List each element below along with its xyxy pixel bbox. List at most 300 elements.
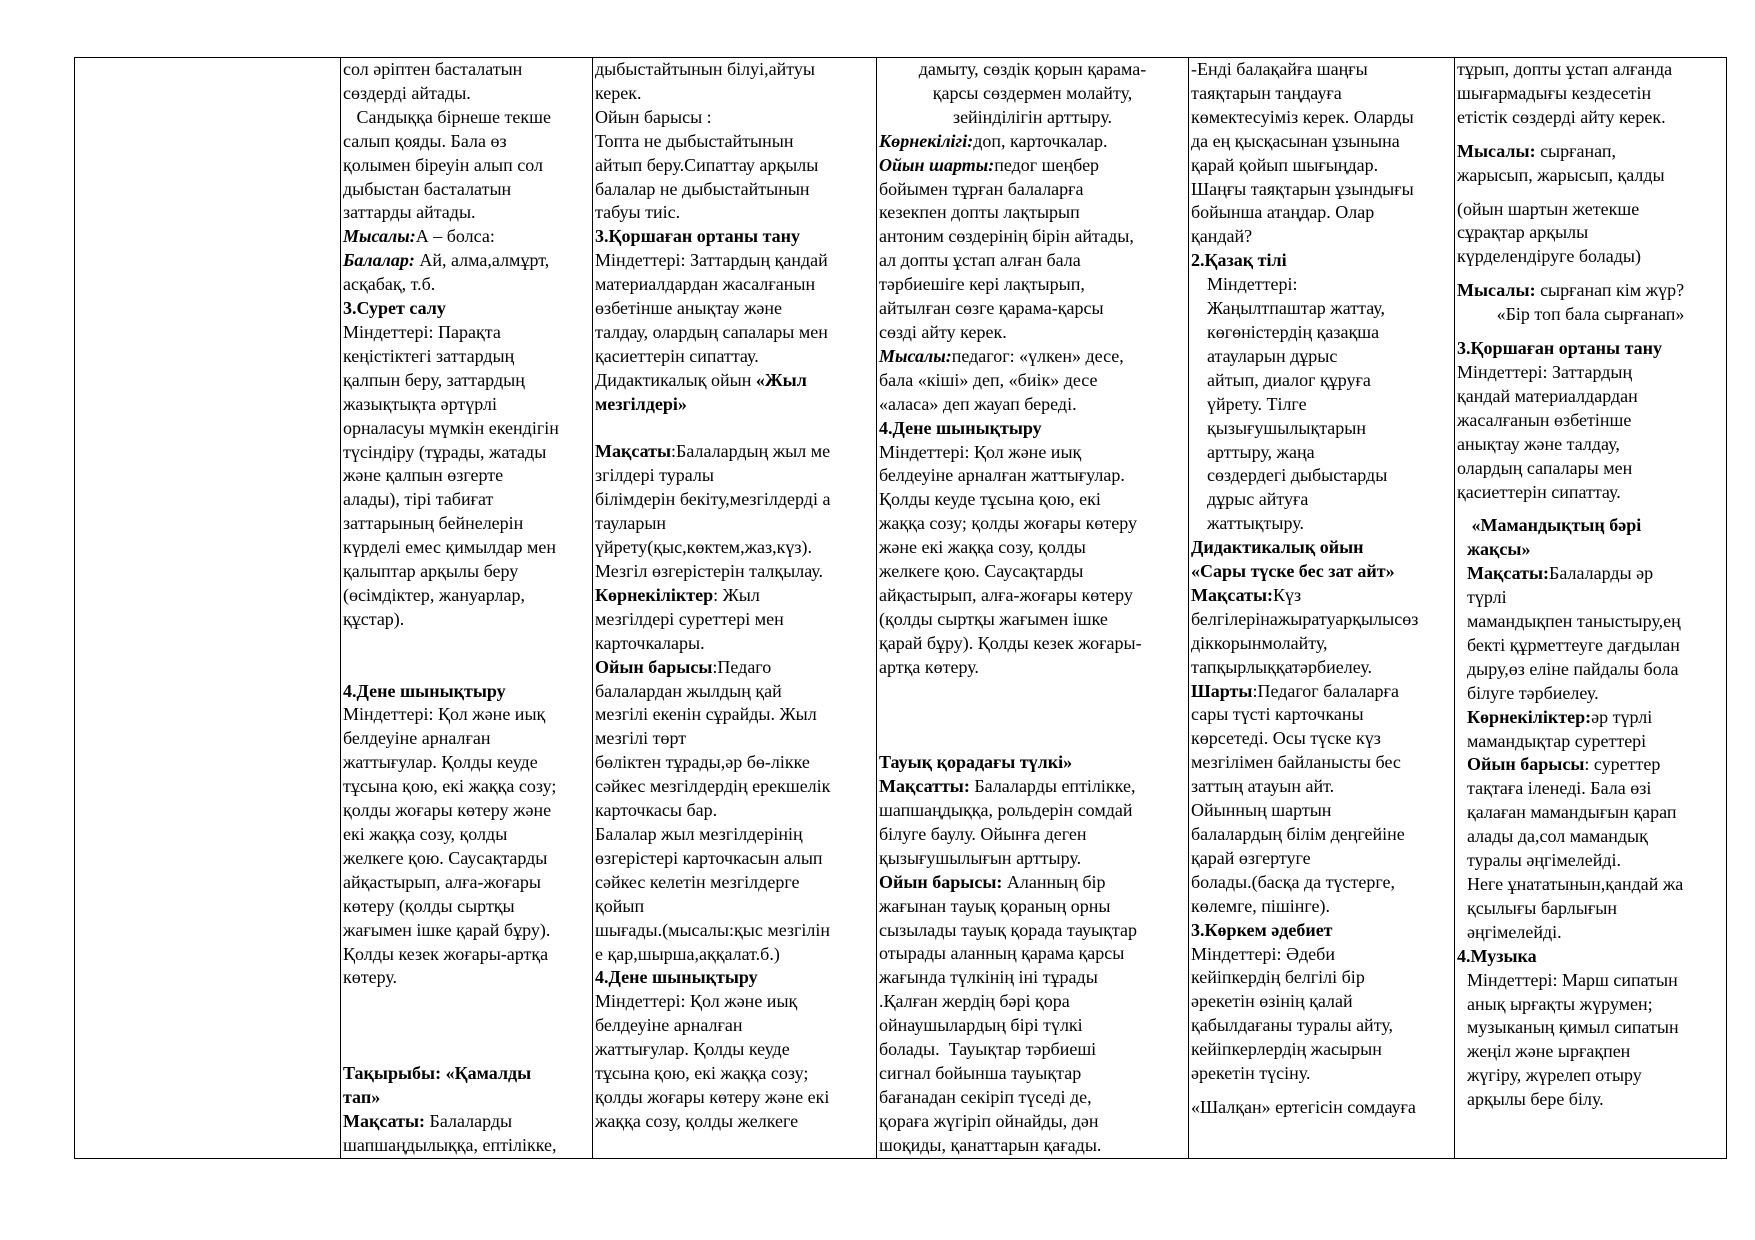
text-line [1191, 488, 1452, 512]
text-line [1191, 441, 1452, 465]
text-line [343, 847, 590, 871]
line-text: сәйкес мезгілдердің ерекшелік [595, 776, 831, 797]
text-line [343, 799, 590, 823]
line-text: сигнал бойынша тауықтар [879, 1063, 1082, 1084]
text-line [879, 895, 1186, 919]
text-line [1191, 178, 1452, 202]
text-line [595, 871, 874, 895]
line-text: арқылы бере білу. [1467, 1089, 1604, 1110]
line-text: бала «кіші» деп, «биік» десе [879, 369, 1098, 390]
text-line [1457, 945, 1724, 969]
text-line [1191, 512, 1452, 536]
text-line [595, 1110, 874, 1134]
text-line [1457, 586, 1724, 610]
text-line [1191, 943, 1452, 967]
text-line [595, 847, 874, 871]
text-line [343, 536, 590, 560]
line-text: жарысып, жарысып, қалды [1457, 164, 1665, 185]
text-line [343, 393, 590, 417]
text-line [343, 703, 590, 727]
text-line [1191, 130, 1452, 154]
line-text: жаққа созу; қолды жоғары көтеру [879, 513, 1137, 534]
text-line [595, 1014, 874, 1038]
text-line [595, 273, 874, 297]
line-text: балалардан жылдың қай [595, 680, 782, 701]
line-text: карточкалары. [595, 632, 705, 653]
text-line [879, 512, 1186, 536]
text-line [595, 154, 874, 178]
text-line [1191, 680, 1452, 704]
text-line [595, 106, 874, 130]
text-line [879, 1134, 1186, 1158]
text-line [343, 130, 590, 154]
bold-label: 3.Қоршаған ортаны тану [595, 226, 800, 247]
text-line [595, 990, 874, 1014]
line-text: етістік сөздерді айту керек. [1457, 106, 1666, 127]
text-line [343, 1038, 590, 1062]
text-line [595, 369, 874, 393]
line-text: айқастырып, алға-жоғары көтеру [879, 584, 1133, 605]
text-line [1191, 321, 1452, 345]
text-line [1457, 1016, 1724, 1040]
line-text: білімдерін бекіту,мезгілдерді а [595, 489, 831, 510]
line-text: әр түрлі [1591, 706, 1653, 727]
emphasis-label: Көрнекілігі: [879, 130, 974, 151]
bold-label: Дидактикалық ойын [1191, 537, 1364, 558]
line-text: тұсына қою, екі жаққа созу; [343, 776, 557, 797]
text-line [879, 560, 1186, 584]
line-text: антоним сөздерінің бірін айтады, [879, 226, 1134, 247]
line-text: үйрету(қыс,көктем,жаз,күз). [595, 537, 812, 558]
text-line [879, 608, 1186, 632]
line-text: көгөністердің қазақша [1207, 321, 1380, 342]
column-cell [1455, 58, 1727, 1159]
text-line [595, 464, 874, 488]
text-line [595, 393, 874, 417]
line-text: Міндеттері: Парақта [343, 321, 501, 342]
line-text: -Енді балақайға шаңғы [1191, 59, 1368, 79]
line-text: керек. [595, 82, 642, 103]
line-text: материалдардан жасалғанын [595, 274, 816, 295]
line-text: Ай, алма,алмұрт, [414, 250, 550, 271]
line-text: :Педаго [712, 656, 772, 677]
text-line [1457, 1064, 1724, 1088]
line-text: қсылығы барлығын [1467, 897, 1617, 918]
text-line [1191, 536, 1452, 560]
line-text: А – болса: [415, 226, 495, 247]
line-text: Міндеттері: Қол және иық [595, 991, 798, 1012]
line-text: қандай материалдардан [1457, 385, 1638, 406]
line-text: салып қояды. Бала өз [343, 130, 507, 151]
text-line [1191, 727, 1452, 751]
line-text: Шаңғы таяқтарын ұзындығы [1191, 178, 1414, 199]
text-line [1191, 417, 1452, 441]
line-text: балалардың білім деңгейіне [1191, 824, 1405, 844]
text-line [343, 990, 590, 1014]
text-line [595, 536, 874, 560]
line-text: қабылдағаны туралы айту, [1191, 1015, 1394, 1036]
text-line [595, 440, 874, 464]
text-line [1191, 966, 1452, 990]
text-line [879, 871, 1186, 895]
line-text: атауларын дұрыс [1207, 345, 1338, 366]
line-text: педог шеңбер [994, 154, 1100, 175]
text-line [879, 632, 1186, 656]
text-line [879, 751, 1186, 775]
text-line [343, 441, 590, 465]
line-text: таяқтарын таңдауға [1191, 82, 1342, 103]
bold-label: Көрнекіліктер [595, 584, 714, 605]
text-line [343, 178, 590, 202]
text-line [1457, 198, 1724, 222]
emphasis-label: Мысалы: [343, 226, 416, 247]
text-line [1457, 801, 1724, 825]
text-line [1457, 433, 1724, 457]
text-line [879, 82, 1186, 106]
line-text: қандай? [1191, 226, 1253, 247]
text-line [879, 225, 1186, 249]
line-text: ал допты ұстап алған бала [879, 250, 1081, 271]
line-text: Қолды кезек жоғары-артқа [343, 943, 549, 964]
line-text: кезекпен допты лақтырып [879, 202, 1080, 223]
text-line [1191, 847, 1452, 871]
bold-label: 2.Қазақ тілі [1191, 250, 1287, 271]
line-text: Міндеттері: Заттардың қандай [595, 250, 828, 271]
text-line [343, 1134, 590, 1158]
line-text: және екі жаққа созу, қолды [879, 537, 1086, 558]
line-text: айтылған сөзге қарама-қарсы [879, 298, 1104, 319]
line-text: кейіпкерлердің жасырын [1191, 1039, 1382, 1060]
line-text: асқабақ, т.б. [343, 274, 436, 295]
text-line [343, 632, 590, 656]
line-text: тауларын [595, 513, 667, 534]
text-line [1191, 632, 1452, 656]
line-text: Күз [1273, 584, 1302, 605]
text-line [1457, 337, 1724, 361]
line-text: туралы әңгімелейді. [1467, 850, 1622, 871]
line-text: желкеге қою. Саусақтарды [879, 561, 1084, 582]
line-text: сызылады тауық қорада тауықтар [879, 919, 1137, 940]
line-text: Балалар жыл мезгілдерінің [595, 823, 803, 844]
bold-label: 4.Дене шынықтыру [595, 967, 758, 988]
text-line [1457, 1040, 1724, 1064]
text-line [595, 1062, 874, 1086]
line-text: бөліктен тұрады,әр бө-лікке [595, 752, 810, 773]
line-text: «Бір топ бала сырғанап» [1496, 304, 1685, 325]
line-text: талдау, олардың сапалары мен [595, 321, 828, 342]
line-text: қасиеттерін сипаттау. [595, 345, 759, 366]
text-line [1457, 221, 1724, 245]
text-line [879, 727, 1186, 751]
text-line [879, 1038, 1186, 1062]
line-text: қызығушылығын арттыру. [879, 847, 1082, 868]
text-line [1457, 164, 1724, 188]
text-line [1457, 658, 1724, 682]
bold-label: 4.Дене шынықтыру [343, 680, 506, 701]
line-text: болады. Тауықтар тәрбиеші [879, 1039, 1097, 1060]
line-text: орналасуы мүмкін екендігін [343, 417, 559, 438]
line-text: көтеру. [343, 967, 398, 988]
line-text: Міндеттері: [1207, 274, 1298, 295]
bold-label: жақсы» [1467, 539, 1531, 560]
line-text: Топта не дыбыстайтынын [595, 130, 794, 151]
text-line [595, 225, 874, 249]
text-line [595, 249, 874, 273]
text-line [343, 919, 590, 943]
emphasis-label: Мысалы: [879, 345, 952, 366]
line-text: сол әріптен басталатын [343, 59, 523, 79]
text-line [1457, 457, 1724, 481]
line-text: жаттығулар. Қолды кеуде [595, 1039, 790, 1060]
emphasis-label: Балалар: [343, 250, 415, 271]
line-text: қарай бұру). Қолды кезек жоғары- [879, 632, 1142, 653]
text-line [1457, 538, 1724, 562]
text-line [343, 345, 590, 369]
text-line [1457, 562, 1724, 586]
text-line [879, 1086, 1186, 1110]
column-cell [877, 58, 1189, 1159]
text-line [1191, 895, 1452, 919]
text-line [1191, 799, 1452, 823]
text-line [879, 680, 1186, 704]
text-line [1191, 464, 1452, 488]
line-text: көрсетеді. Осы түске күз [1191, 728, 1381, 749]
bold-label: Ойын барысы [1467, 754, 1585, 775]
text-line [343, 321, 590, 345]
line-text: мамандықпен таныстыру,ең [1467, 611, 1681, 632]
line-text: отырады аланның қарама қарсы [879, 943, 1125, 964]
text-line [595, 584, 874, 608]
line-text: білуге баулу. Ойынға деген [879, 823, 1087, 844]
line-text: балалар не дыбыстайтынын [595, 178, 810, 199]
emphasis-label: Ойын шарты: [879, 154, 995, 175]
line-text: жазықтықта әртүрлі [343, 393, 498, 414]
line-text: Міндеттері: Марш сипатын [1467, 969, 1678, 990]
line-text: дыбыстан басталатын [343, 178, 512, 199]
text-line [1191, 560, 1452, 584]
line-text: қойып [595, 895, 645, 916]
text-line [343, 417, 590, 441]
text-line [343, 464, 590, 488]
text-line [343, 488, 590, 512]
line-text: Міндеттері: Заттардың [1457, 361, 1633, 382]
line-text: Дидактикалық ойын [595, 369, 756, 390]
line-text: анықтау және талдау, [1457, 433, 1620, 454]
text-line [1457, 279, 1724, 303]
text-line [343, 775, 590, 799]
text-line [595, 345, 874, 369]
text-line [1191, 1038, 1452, 1062]
line-text: :Педагог балаларға [1252, 680, 1399, 701]
text-line [595, 488, 874, 512]
bold-label: 3.Көркем әдебиет [1191, 919, 1333, 940]
line-text: педагог: «үлкен» десе, [951, 345, 1124, 366]
text-line [879, 536, 1186, 560]
line-text: құстар). [343, 608, 405, 629]
text-line [1191, 775, 1452, 799]
text-line [1191, 273, 1452, 297]
line-text: көтеру (қолды сыртқы [343, 895, 515, 916]
bold-label: 4.Дене шынықтыру [879, 417, 1042, 438]
line-text: сұрақтар арқылы [1457, 222, 1589, 243]
line-text: (ойын шартын жетекше [1457, 198, 1640, 219]
text-line [1191, 1096, 1452, 1120]
line-text: : суреттер [1584, 754, 1661, 775]
text-line [1191, 369, 1452, 393]
text-line [879, 799, 1186, 823]
line-text: Ойын барысы : [595, 106, 712, 127]
text-line [879, 297, 1186, 321]
line-text: Жаңылтпаштар жаттау, [1207, 298, 1385, 319]
line-text: айтып беру.Сипаттау арқылы [595, 154, 819, 175]
line-text: да ең қысқасынан ұзынына [1191, 130, 1400, 151]
line-text: сөзді айту керек. [879, 321, 1007, 342]
text-line [343, 727, 590, 751]
text-line [879, 775, 1186, 799]
line-text: шығармадығы кездесетін [1457, 82, 1652, 103]
text-line [595, 417, 874, 441]
line-text: Сандыққа бірнеше текше [343, 106, 551, 127]
line-text: ойнаушылардың бірі түлкі [879, 1015, 1083, 1036]
line-text: әңгімелейді. [1467, 921, 1562, 942]
line-text: үйрету. Тілге [1207, 393, 1307, 414]
bold-label: Мақсатты: [879, 776, 970, 797]
text-line [1457, 730, 1724, 754]
line-text: сырғанап, [1535, 140, 1617, 161]
text-line [343, 106, 590, 130]
line-text: тұрып, допты ұстап алғанда [1457, 59, 1673, 79]
bold-label: Ойын барысы [595, 656, 713, 677]
line-text: зейінділігін арттыру. [952, 106, 1113, 127]
text-line [1457, 634, 1724, 658]
bold-label: 4.Музыка [1457, 945, 1537, 966]
text-line [879, 823, 1186, 847]
line-text: қораға жүгіріп ойнайды, дән [879, 1110, 1099, 1131]
line-text: және қалпын өзгерте [343, 465, 504, 486]
line-text: Неге ұнататынын,қандай жа [1467, 874, 1684, 894]
line-text: жүгіру, жүрелеп отыру [1467, 1065, 1642, 1086]
line-text: айқастырып, алға-жоғары [343, 871, 541, 892]
text-line [595, 680, 874, 704]
text-line [1457, 385, 1724, 409]
text-line [879, 847, 1186, 871]
line-text: сөздердегі дыбыстарды [1207, 465, 1388, 486]
line-text: шапшаңдыққа, рольдерін сомдай [879, 800, 1133, 821]
text-line [1191, 703, 1452, 727]
text-line [595, 919, 874, 943]
line-text: (өсімдіктер, жануарлар, [343, 584, 525, 605]
line-text: олардың сапалары мен [1457, 457, 1633, 478]
bold-label: Шарты [1191, 680, 1253, 701]
text-line [1191, 345, 1452, 369]
text-line [595, 178, 874, 202]
text-line [879, 130, 1186, 154]
text-line [595, 799, 874, 823]
text-line [343, 966, 590, 990]
line-text: дұрыс айтуға [1207, 489, 1309, 510]
line-text: бойымен тұрған балаларға [879, 178, 1084, 199]
text-line [1191, 225, 1452, 249]
text-line [879, 321, 1186, 345]
text-line [343, 871, 590, 895]
line-text: жасалғанын өзбетінше [1457, 409, 1632, 430]
text-line [595, 58, 874, 82]
text-line [343, 680, 590, 704]
line-text: тәрбиешіге кері лақтырып, [879, 274, 1085, 295]
table-row [75, 58, 1727, 1159]
line-text: жаққа созу, қолды желкеге [595, 1110, 799, 1131]
line-text: дыру,өз еліне пайдалы бола [1467, 658, 1679, 679]
text-line [1457, 1088, 1724, 1112]
text-line [879, 106, 1186, 130]
line-text: «Шалқан» ертегісін сомдауға [1191, 1096, 1416, 1117]
line-text: :Балалардың жыл ме [671, 441, 831, 462]
text-line [1191, 751, 1452, 775]
line-text: кейіпкердің белгілі бір [1191, 967, 1365, 988]
line-text: Міндеттері: Қол және иық [343, 704, 546, 725]
line-text: жағымен ішке қарай бұру). [343, 919, 551, 940]
line-text: карточкасы бар. [595, 800, 718, 821]
line-text: қарай өзгертуге [1191, 847, 1311, 868]
line-text: Ойынның шартын [1191, 800, 1332, 821]
text-line [595, 656, 874, 680]
column-cell [593, 58, 877, 1159]
text-line [595, 512, 874, 536]
text-line [1191, 656, 1452, 680]
bold-label: Тауық қорадағы түлкі» [879, 752, 1073, 773]
line-text: мезгілі төрт [595, 728, 687, 749]
line-text: қолымен біреуін алып сол [343, 154, 544, 175]
text-line [1457, 504, 1724, 514]
line-text: : Жыл [713, 584, 760, 605]
text-line [1457, 106, 1724, 130]
text-line [879, 249, 1186, 273]
line-text: е қар,шырша,аққалат.б.) [595, 943, 780, 964]
line-text: табуы тиіс. [595, 202, 681, 223]
text-line [879, 656, 1186, 680]
text-line [879, 201, 1186, 225]
bold-label: Мақсаты: [1191, 584, 1273, 605]
column-cell [1189, 58, 1455, 1159]
line-text: тақтаға іленеді. Бала өзі [1467, 778, 1652, 799]
text-line [343, 82, 590, 106]
line-text: қасиеттерін сипаттау. [1457, 481, 1621, 502]
text-line [595, 608, 874, 632]
text-line [1191, 919, 1452, 943]
line-text: қолды жоғары көтеру және екі [595, 1086, 830, 1107]
bold-label: Көрнекіліктер: [1467, 706, 1592, 727]
text-line [595, 727, 874, 751]
bold-label: «Мамандықтың бәрі [1467, 515, 1642, 536]
line-text: бекті құрметтеуге дағдылан [1467, 634, 1680, 655]
text-line [879, 703, 1186, 727]
text-line [879, 464, 1186, 488]
text-line [343, 201, 590, 225]
text-line [1457, 753, 1724, 777]
bold-label: мезгілдері» [595, 393, 687, 414]
text-line [343, 1086, 590, 1110]
bold-label: Мақсаты: [1467, 563, 1549, 584]
lesson-plan-table [74, 57, 1727, 1159]
line-text: өзгерістері карточкасын алып [595, 847, 823, 868]
text-line [1457, 682, 1724, 706]
text-line [343, 249, 590, 273]
line-text: шығады.(мысалы:қыс мезгілін [595, 919, 831, 940]
line-text: сөздерді айтады. [343, 82, 471, 103]
bold-label: «Сары түске бес зат айт» [1191, 561, 1395, 582]
line-text: әрекетін өзінің қалай [1191, 991, 1353, 1012]
text-line [595, 966, 874, 990]
